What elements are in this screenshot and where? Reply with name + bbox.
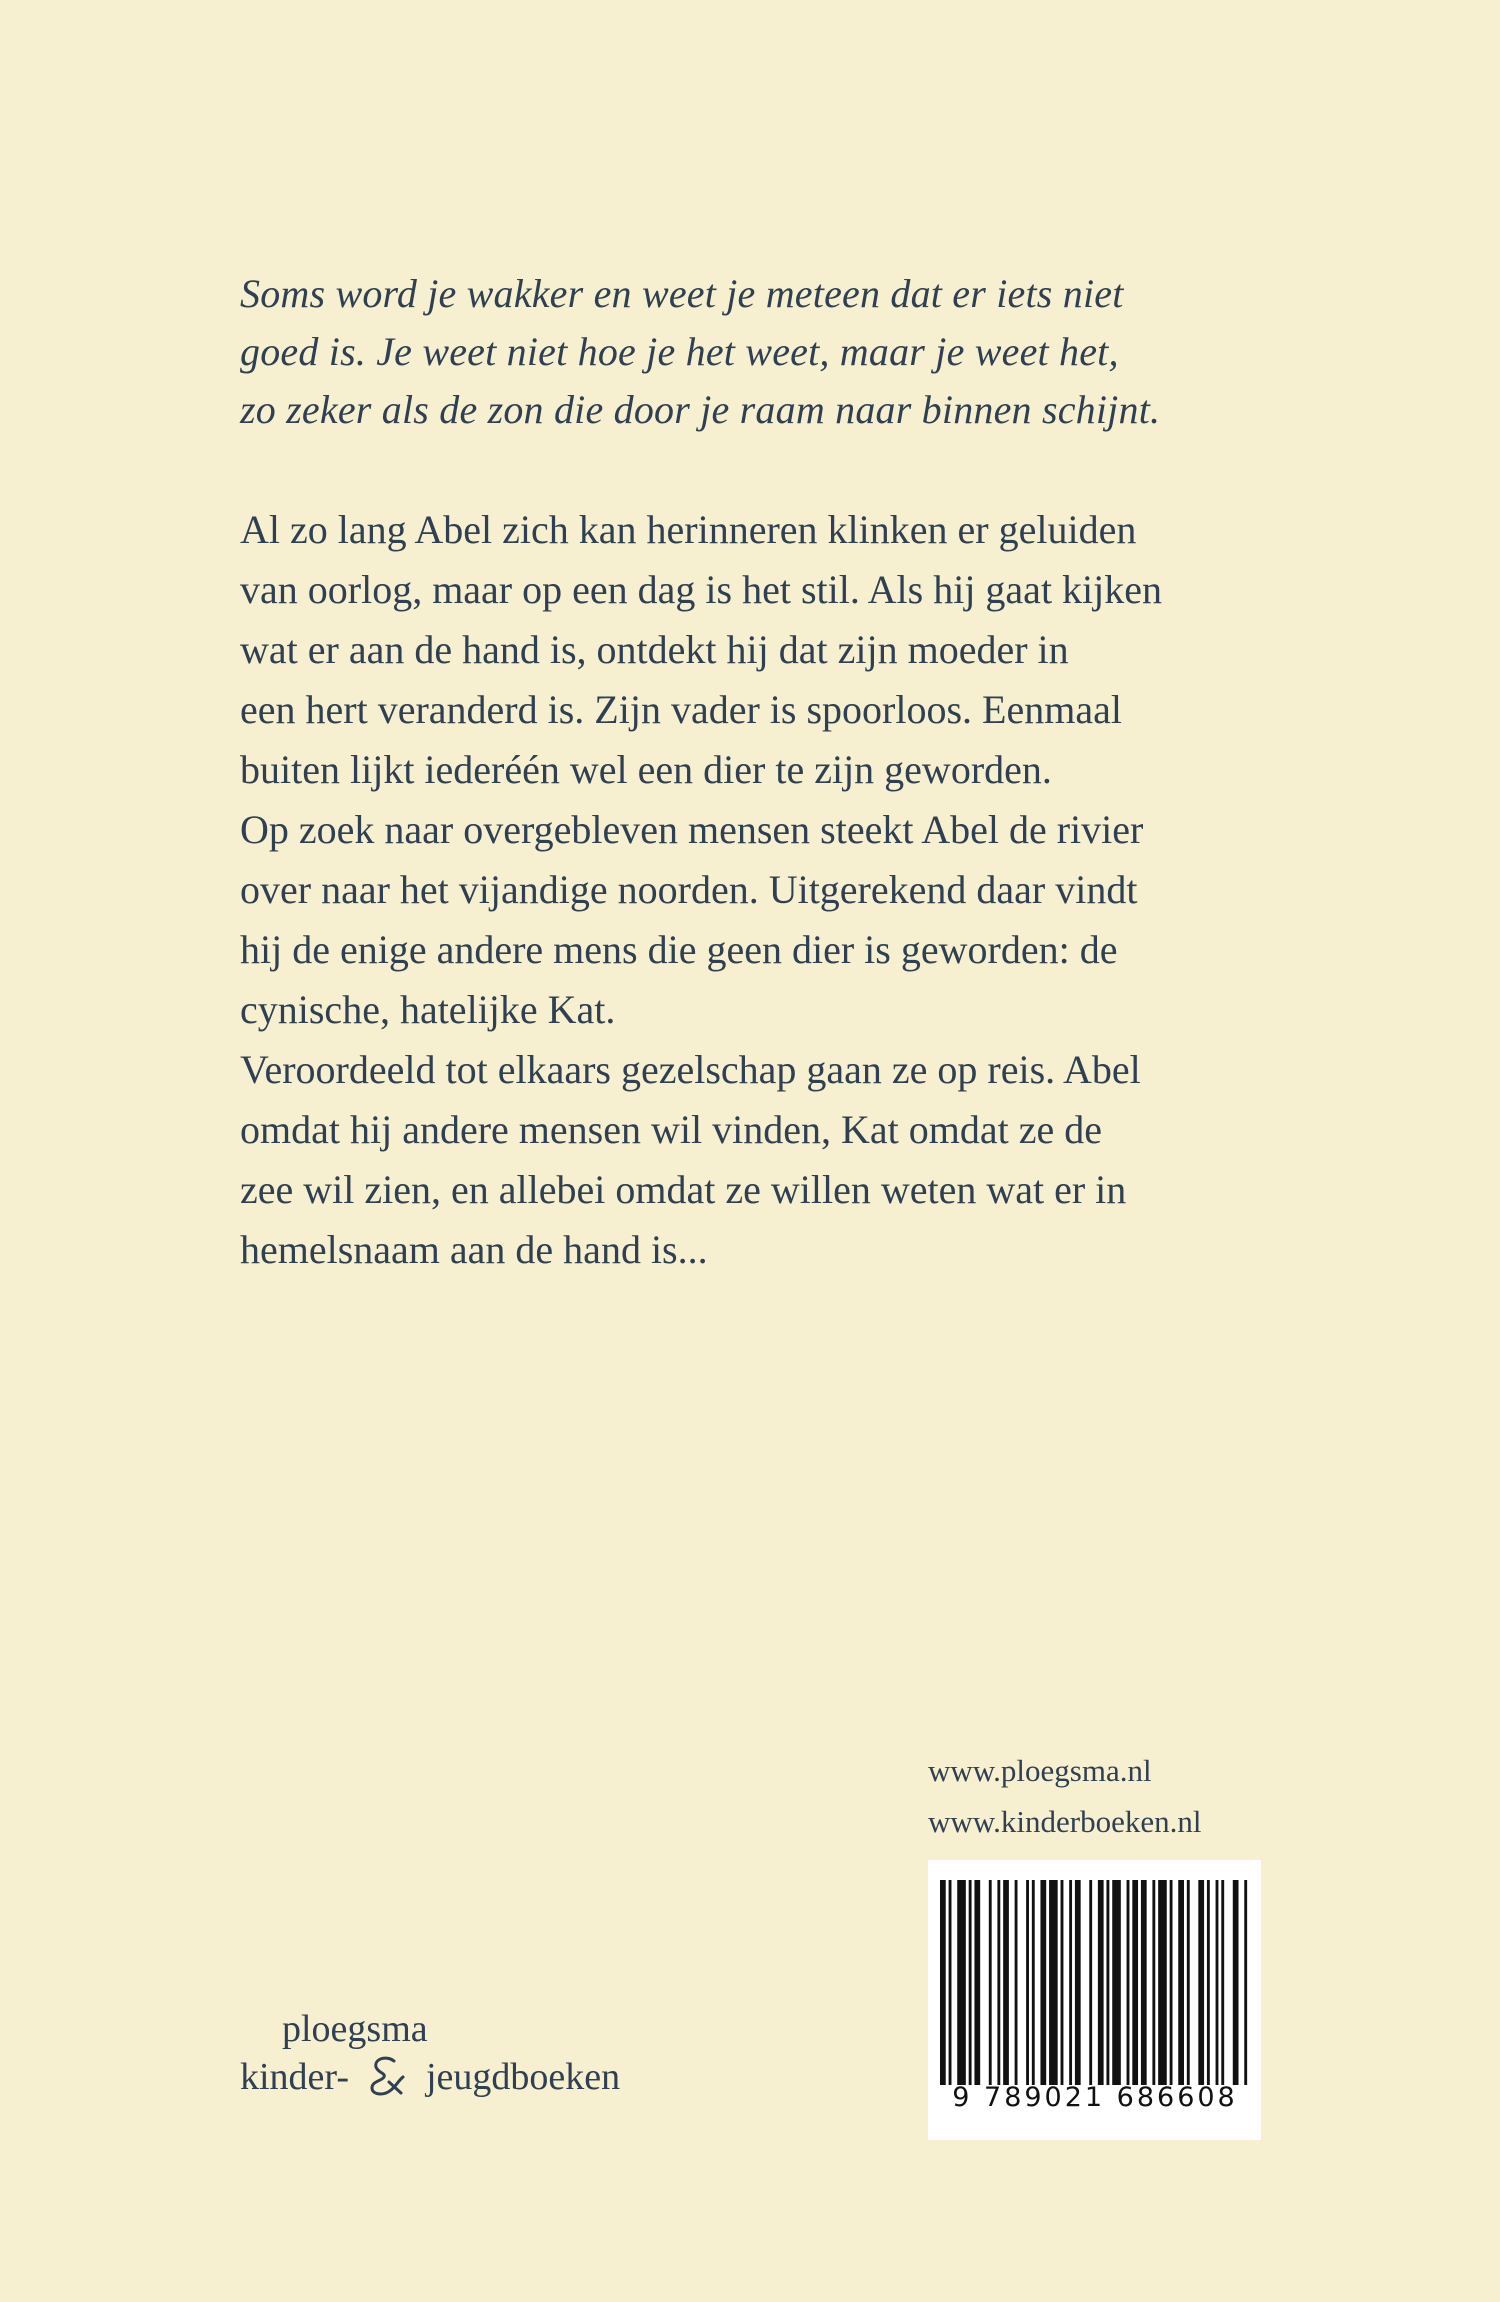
- barcode-bar: [997, 1880, 1000, 2085]
- publisher-subline-left: kinder-: [240, 2056, 349, 2098]
- synopsis-line-11: omdat hij andere mensen wil vinden, Kat omdat ze de: [240, 1107, 1102, 1152]
- intro-line-2: goed is. Je weet niet hoe je het weet, maar je weet het,: [240, 329, 1119, 374]
- synopsis-line-4: een hert veranderd is. Zijn vader is spoorloos. Eenmaal: [240, 687, 1122, 732]
- ampersand-icon: [364, 2053, 410, 2097]
- barcode-bar: [1106, 1880, 1109, 2085]
- barcode-bar: [1049, 1880, 1058, 2085]
- barcode-bar: [1075, 1880, 1081, 2085]
- synopsis-line-5: buiten lijkt iederéén wel een dier te zijn geworden.: [240, 747, 1052, 792]
- barcode-bar: [1216, 1880, 1219, 2085]
- intro-line-3: zo zeker als de zon die door je raam naar binnen schijnt.: [240, 387, 1161, 432]
- barcode-bar: [1221, 1880, 1224, 2085]
- barcode-bar: [1032, 1880, 1035, 2085]
- synopsis-line-8: hij de enige andere mens die geen dier is geworden: de: [240, 927, 1118, 972]
- barcode-bar: [957, 1880, 966, 2085]
- barcode-bar: [1198, 1880, 1204, 2085]
- barcode-bar: [1132, 1880, 1138, 2085]
- barcode-bar: [1127, 1880, 1130, 2085]
- publisher-subline: [240, 2053, 620, 2101]
- barcode-bar: [1207, 1880, 1210, 2085]
- barcode-bar: [969, 1880, 972, 2085]
- barcode-bar: [1187, 1880, 1190, 2085]
- barcode-bar: [1112, 1880, 1121, 2085]
- barcode-bar: [1170, 1880, 1173, 2085]
- barcode-bar: [1040, 1880, 1046, 2085]
- barcode-bar: [949, 1880, 952, 2085]
- barcode-bar: [1141, 1880, 1147, 2085]
- intro-line-1: Soms word je wakker en weet je meteen dat er iets niet: [240, 271, 1124, 316]
- synopsis-line-2: van oorlog, maar op een dag is het stil. Als hij gaat kijken: [240, 567, 1163, 612]
- barcode-bar: [1098, 1880, 1104, 2085]
- intro-quote: [240, 265, 1300, 439]
- barcode-bar: [974, 1880, 980, 2085]
- synopsis-line-12: zee wil zien, en allebei omdat ze willen weten wat er in: [240, 1167, 1127, 1212]
- synopsis-line-6: Op zoek naar overgebleven mensen steekt Abel de rivier: [240, 807, 1144, 852]
- synopsis-line-10: Veroordeeld tot elkaars gezelschap gaan ze op reis. Abel: [240, 1047, 1141, 1092]
- synopsis-line-9: cynische, hatelijke Kat.: [240, 987, 616, 1032]
- barcode-bar: [1003, 1880, 1009, 2085]
- barcode-bar: [1026, 1880, 1029, 2085]
- barcode-bar: [1069, 1880, 1072, 2085]
- synopsis-line-7: over naar het vijandige noorden. Uitgerekend daar vindt: [240, 867, 1138, 912]
- barcode-bar: [1233, 1880, 1239, 2085]
- barcode-bars: [940, 1880, 1250, 2085]
- barcode-bar: [1244, 1880, 1247, 2085]
- publisher-urls: [928, 1745, 1201, 1847]
- barcode-bar: [940, 1880, 946, 2085]
- synopsis-line-13: hemelsnaam aan de hand is...: [240, 1227, 708, 1272]
- synopsis-line-3: wat er aan de hand is, ontdekt hij dat zijn moeder in: [240, 627, 1069, 672]
- publisher-name: ploegsma: [282, 2008, 428, 2050]
- barcode-bar: [1015, 1880, 1018, 2085]
- isbn-digits: 9 789021 686608: [952, 2082, 1238, 2113]
- publisher-logo: [240, 2005, 620, 2101]
- barcode-bar: [1178, 1880, 1184, 2085]
- barcode-bar: [1089, 1880, 1092, 2085]
- synopsis: [240, 500, 1320, 1280]
- publisher-subline-right: jeugdboeken: [425, 2056, 621, 2098]
- barcode-bar: [989, 1880, 992, 2085]
- url-ploegsma[interactable]: www.ploegsma.nl: [928, 1753, 1152, 1788]
- barcode-bar: [1152, 1880, 1155, 2085]
- barcode-bar: [1061, 1880, 1064, 2085]
- barcode-bar: [1158, 1880, 1167, 2085]
- url-kinderboeken[interactable]: www.kinderboeken.nl: [928, 1804, 1202, 1839]
- isbn-barcode: [928, 1860, 1261, 2140]
- synopsis-line-1: Al zo lang Abel zich kan herinneren klinken er geluiden: [240, 507, 1137, 552]
